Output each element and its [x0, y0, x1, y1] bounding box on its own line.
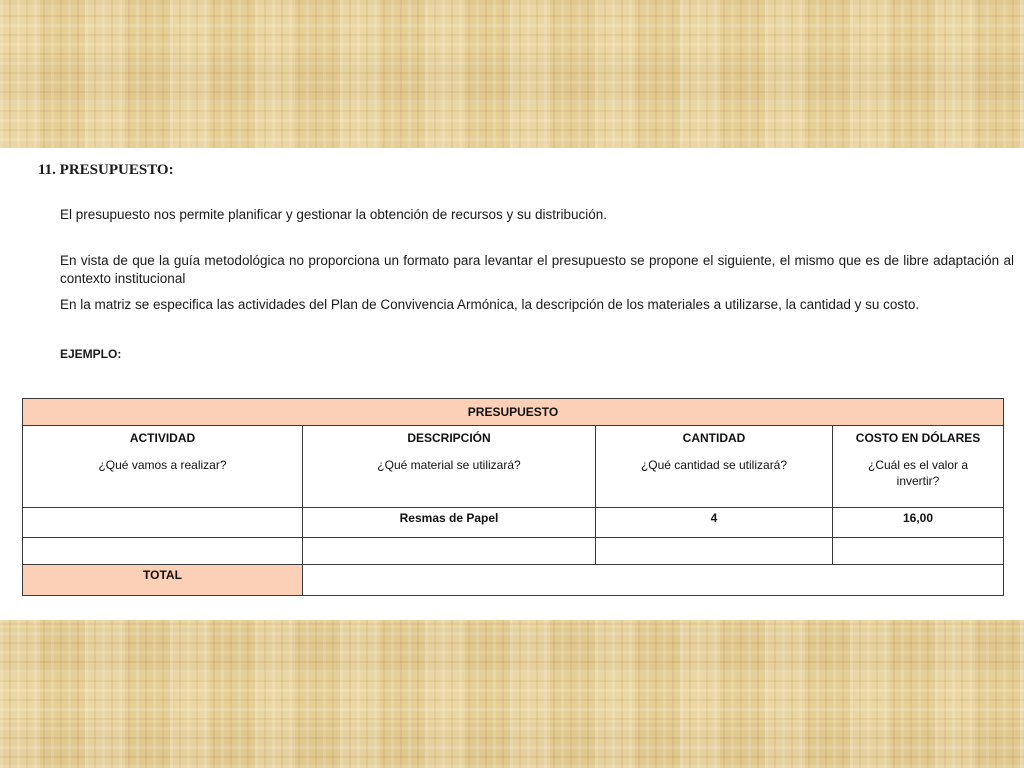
document-page — [0, 148, 1024, 620]
column-title-cost: COSTO EN DÓLARES — [855, 431, 981, 445]
column-header-cost — [833, 426, 1004, 508]
total-value — [303, 565, 1004, 596]
intro-paragraph: El presupuesto nos permite planificar y gestionar la obtención de recursos y su distribución. — [60, 207, 608, 222]
matrix-paragraph: En la matriz se especifica las actividades del Plan de Convivencia Armónica, la descripción de los materiales a utilizarse, la cantidad y su costo. — [60, 297, 920, 312]
cell-quantity — [596, 538, 833, 565]
format-paragraph: En vista de que la guía metodológica no proporciona un formato para levantar el presupuesto se propone el siguiente, el mismo que es de libre adaptación al contexto institucional — [60, 253, 1014, 286]
column-title-description: DESCRIPCIÓN — [407, 431, 491, 445]
cell-description — [303, 538, 596, 565]
column-question-cost: ¿Cuál es el valor a invertir? — [867, 458, 969, 488]
column-header-activity — [23, 426, 303, 508]
table-row — [23, 538, 1004, 565]
cell-cost — [833, 538, 1004, 565]
column-title-activity: ACTIVIDAD — [129, 431, 196, 445]
budget-title-row — [23, 399, 1004, 426]
table-row — [23, 508, 1004, 538]
column-header-description — [303, 426, 596, 508]
total-row — [23, 565, 1004, 596]
column-title-quantity: CANTIDAD — [682, 431, 746, 445]
column-header-row — [23, 426, 1004, 508]
example-label: EJEMPLO: — [60, 347, 122, 361]
column-question-quantity: ¿Qué cantidad se utilizará? — [640, 458, 788, 472]
section-title: 11. PRESUPUESTO: — [38, 162, 174, 178]
total-label: TOTAL — [23, 565, 303, 596]
column-question-description: ¿Qué material se utilizará? — [377, 458, 521, 472]
cell-activity — [23, 508, 303, 538]
cell-activity — [23, 538, 303, 565]
budget-table — [22, 398, 1004, 596]
column-question-activity: ¿Qué vamos a realizar? — [98, 458, 227, 472]
cell-quantity: 4 — [596, 508, 833, 538]
cell-cost: 16,00 — [833, 508, 1004, 538]
budget-title: PRESUPUESTO — [23, 399, 1004, 426]
column-header-quantity — [596, 426, 833, 508]
cell-description: Resmas de Papel — [303, 508, 596, 538]
